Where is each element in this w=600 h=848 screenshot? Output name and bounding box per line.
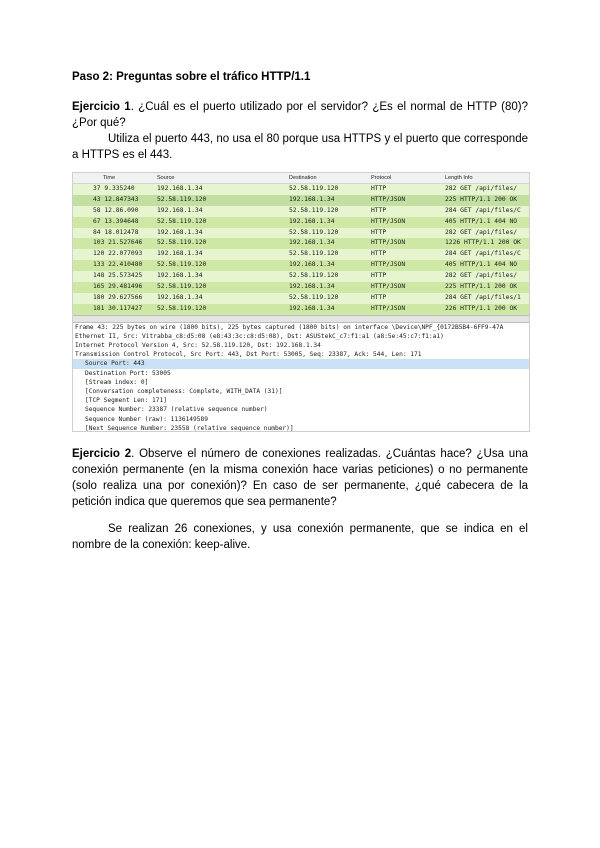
- packet-row: [73, 238, 529, 249]
- packet-protocol: HTTP/JSON: [371, 261, 406, 269]
- detail-line: Sequence Number (raw): 1136149589: [85, 415, 208, 423]
- packet-destination: 52.58.119.120: [289, 250, 339, 258]
- packet-protocol: HTTP: [371, 185, 387, 192]
- exercise-1-label: Ejercicio 1: [72, 101, 131, 113]
- exercise-1-answer: Utiliza el puerto 443, no usa el 80 porque usa HTTPS y el puerto que corresponde a HTTPS es el 443.: [72, 133, 528, 161]
- packet-source: 192.168.1.34: [157, 206, 203, 214]
- packet-source: 52.58.119.120: [157, 217, 207, 225]
- column-destination: Destination: [289, 175, 317, 181]
- packet-destination: 52.58.119.120: [289, 272, 339, 280]
- detail-line: Sequence Number: 23387 (relative sequence number): [85, 406, 268, 414]
- detail-line: [Next Sequence Number: 23558 (relative sequence number)]: [85, 424, 294, 432]
- packet-source: 52.58.119.120: [157, 239, 207, 247]
- packet-info: 225 HTTP/1.1 200 OK: [445, 195, 518, 203]
- packet-destination: 192.168.1.34: [289, 261, 335, 269]
- packet-protocol: HTTP: [371, 272, 387, 280]
- packet-time: 58 12.86.090: [93, 206, 139, 214]
- packet-info: 284 GET /api/files/1: [445, 293, 521, 301]
- pane-splitter: [73, 315, 529, 323]
- packet-source: 192.168.1.34: [157, 228, 203, 236]
- packet-time: 165 29.481496: [93, 283, 143, 291]
- packet-protocol: HTTP/JSON: [371, 217, 406, 225]
- packet-time: 67 13.394648: [93, 217, 139, 225]
- packet-info: 1226 HTTP/1.1 200 OK: [445, 239, 521, 247]
- packet-protocol: HTTP/JSON: [371, 239, 406, 247]
- detail-line: [Conversation completeness: Complete, WITH_DATA (31)]: [85, 388, 283, 395]
- packet-time: 37 9.335240: [93, 185, 135, 192]
- detail-line: Transmission Control Protocol, Src Port: 443, Dst Port: 53005, Seq: 23387, Ack: 544, Len: 171: [75, 351, 422, 359]
- packet-row: [73, 304, 529, 315]
- packet-source: 192.168.1.34: [157, 272, 203, 280]
- packet-row: [73, 217, 529, 228]
- packet-time: 148 25.573425: [93, 272, 143, 280]
- packet-protocol: HTTP: [371, 206, 387, 214]
- packet-info: 226 HTTP/1.1 200 OK: [445, 304, 518, 312]
- exercise-1-question: [72, 99, 528, 131]
- column-source: Source: [157, 175, 175, 181]
- packet-row: [73, 184, 529, 195]
- packet-row: [73, 293, 529, 304]
- packet-source: 52.58.119.120: [157, 195, 207, 203]
- packet-row: [73, 228, 529, 239]
- packet-info: 225 HTTP/1.1 200 OK: [445, 283, 518, 291]
- packet-info: 282 GET /api/files/: [445, 185, 518, 192]
- packet-row: [73, 206, 529, 217]
- detail-line: Ethernet II, Src: Vitrabba_c8:d5:08 (e8:43:3c:c8:d5:08), Dst: ASUStekC_c7:f1:a1 (a8:5e:45:c7:f1:a1): [75, 332, 444, 340]
- packet-list: [73, 184, 529, 315]
- packet-time: 180 29.627566: [93, 293, 143, 301]
- packet-list-header: [73, 173, 529, 184]
- column-time: Time: [103, 175, 116, 181]
- packet-protocol: HTTP/JSON: [371, 304, 406, 312]
- packet-info: 405 HTTP/1.1 404 NO: [445, 261, 518, 269]
- packet-info: 405 HTTP/1.1 404 NO: [445, 217, 518, 225]
- exercise-2-question: [72, 446, 528, 510]
- exercise-2-label: Ejercicio 2: [72, 448, 132, 460]
- packet-source: 192.168.1.34: [157, 293, 203, 301]
- packet-details: [73, 323, 529, 432]
- packet-destination: 52.58.119.120: [289, 293, 339, 301]
- packet-time: 133 22.410480: [93, 261, 143, 269]
- detail-line: Internet Protocol Version 4, Src: 52.58.119.120, Dst: 192.168.1.34: [75, 342, 321, 350]
- packet-source: 192.168.1.34: [157, 185, 203, 192]
- packet-info: 282 GET /api/files/: [445, 272, 518, 280]
- packet-source: 52.58.119.120: [157, 283, 207, 291]
- packet-row: [73, 260, 529, 271]
- packet-destination: 52.58.119.120: [289, 228, 339, 236]
- exercise-2-answer: Se realizan 26 conexiones, y usa conexión permanente, que se indica en el nombre de la conexión: keep-alive.: [72, 523, 528, 551]
- packet-protocol: HTTP: [371, 228, 387, 236]
- packet-protocol: HTTP/JSON: [371, 283, 406, 291]
- packet-time: 181 30.117427: [93, 304, 143, 312]
- detail-line: Destination Port: 53005: [85, 369, 171, 377]
- packet-destination: 192.168.1.34: [289, 239, 335, 247]
- packet-info: 284 GET /api/files/C: [445, 206, 521, 214]
- packet-time: 103 21.527646: [93, 239, 143, 247]
- column-length-info: Length Info: [445, 175, 473, 181]
- packet-source: 52.58.119.120: [157, 304, 207, 312]
- packet-row: [73, 249, 529, 260]
- detail-line: Source Port: 443: [73, 359, 529, 368]
- packet-source: 52.58.119.120: [157, 261, 207, 269]
- wireshark-screenshot: [72, 172, 530, 432]
- packet-protocol: HTTP/JSON: [371, 195, 406, 203]
- section-heading: Paso 2: Preguntas sobre el tráfico HTTP/1.1: [72, 71, 311, 83]
- packet-destination: 52.58.119.120: [289, 185, 339, 192]
- packet-time: 120 22.077093: [93, 250, 143, 258]
- packet-destination: 192.168.1.34: [289, 217, 335, 225]
- exercise-1-question-text: . ¿Cuál es el puerto utilizado por el servidor? ¿Es el normal de HTTP (80)? ¿Por qué?: [72, 101, 528, 129]
- packet-row: [73, 271, 529, 282]
- packet-info: 282 GET /api/files/: [445, 228, 518, 236]
- packet-time: 84 18.012478: [93, 228, 139, 236]
- exercise-2-question-text: . Observe el número de conexiones realizadas. ¿Cuántas hace? ¿Usa una conexión permanente (en la misma conexión hace varias peticiones) o no permanente (solo realiza una por conexión)? En caso de ser permanente, ¿qué cabecera de la petición indica que queremos que sea permanente?: [72, 448, 528, 508]
- packet-protocol: HTTP: [371, 293, 387, 301]
- packet-source: 192.168.1.34: [157, 250, 203, 258]
- detail-line: [TCP Segment Len: 171]: [85, 397, 167, 405]
- packet-row: [73, 282, 529, 293]
- packet-destination: 192.168.1.34: [289, 304, 335, 312]
- column-protocol: Protocol: [371, 175, 392, 181]
- packet-destination: 192.168.1.34: [289, 283, 335, 291]
- packet-row: [73, 195, 529, 206]
- packet-destination: 192.168.1.34: [289, 195, 335, 203]
- packet-destination: 52.58.119.120: [289, 206, 339, 214]
- packet-protocol: HTTP: [371, 250, 387, 258]
- packet-info: 284 GET /api/files/C: [445, 250, 521, 258]
- detail-line: Frame 43: 225 bytes on wire (1800 bits), 225 bytes captured (1800 bits) on interface \Device\NPF_{0172B5B4-6FF9-47A: [75, 323, 504, 331]
- detail-line: [Stream index: 0]: [85, 378, 149, 386]
- packet-time: 43 12.847343: [93, 195, 139, 203]
